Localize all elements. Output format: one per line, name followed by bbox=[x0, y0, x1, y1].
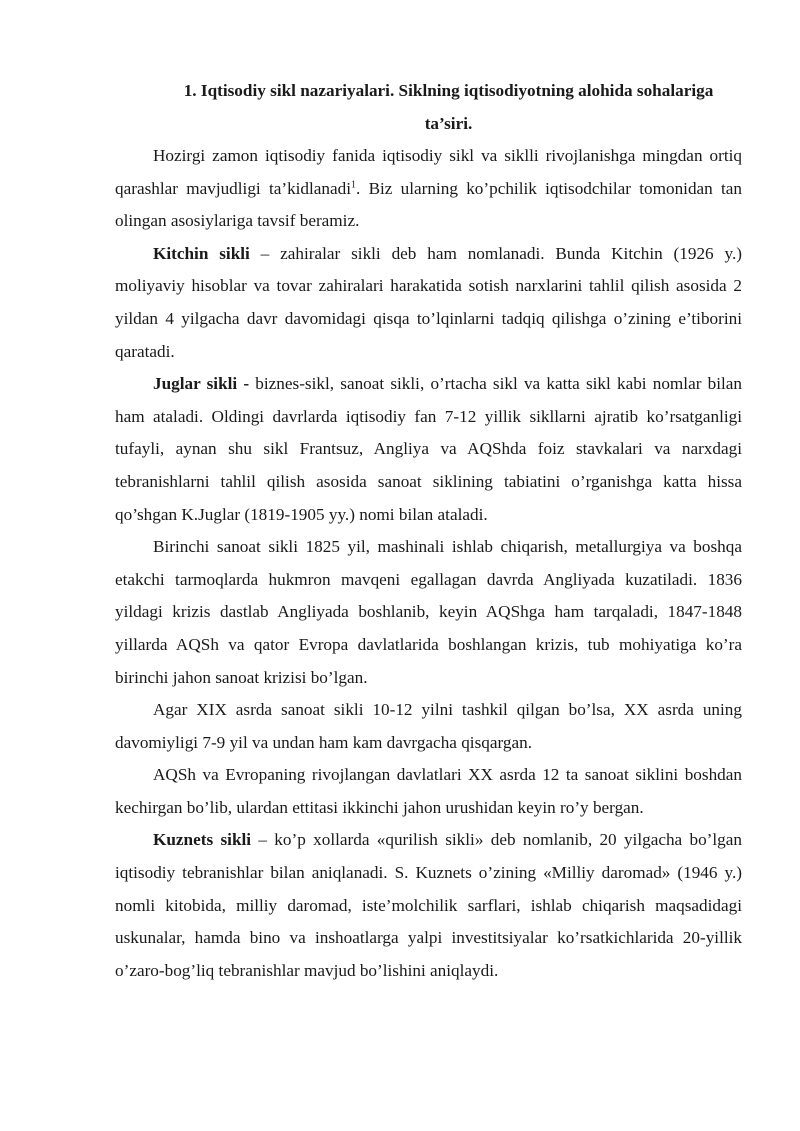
duration-text: Agar XIX asrda sanoat sikli 10-12 yilni tashkil qilgan bo’lsa, XX asrda uning davomiyligi 7-9 yil va undan ham kam davrgacha qisqargan. bbox=[115, 700, 742, 752]
document-page bbox=[115, 74, 742, 987]
kitchin-text: – zahiralar sikli deb ham nomlanadi. Bunda Kitchin (1926 y.) moliyaviy hisoblar va tovar zahiralari harakatida sotish narxlarini tahlil qilish asosida 2 yildan 4 yilgacha davr davomidagi qisqa to’lqinlarni tadqiq qilishga o’zining e’tiborini qaratadi. bbox=[115, 243, 742, 361]
footnote-reference[interactable]: 1 bbox=[351, 178, 357, 190]
term-kitchin: Kitchin sikli bbox=[153, 243, 250, 263]
paragraph-us-europe bbox=[115, 759, 742, 824]
paragraph-first-cycle bbox=[115, 531, 742, 694]
paragraph-juglar bbox=[115, 368, 742, 531]
paragraph-intro bbox=[115, 140, 742, 238]
intro-text: Hozirgi zamon iqtisodiy fanida iqtisodiy sikl va siklli rivojlanishga mingdan ortiq qarashlar mavjudligi ta’kidlanadi bbox=[115, 146, 742, 198]
us-europe-text: AQSh va Evropaning rivojlangan davlatlari XX asrda 12 ta sanoat siklini boshdan kechirgan bo’lib, ulardan ettitasi ikkinchi jahon urushidan keyin ro’y bergan. bbox=[115, 765, 742, 817]
intro-text-continued: . Biz ularning ko’pchilik iqtisodchilar tomonidan tan olingan asosiylariga tavsif beramiz. bbox=[115, 178, 742, 231]
section-heading bbox=[115, 74, 742, 140]
term-juglar: Juglar sikli - bbox=[153, 374, 250, 394]
paragraph-duration bbox=[115, 694, 742, 759]
term-kuznets: Kuznets sikli bbox=[153, 830, 252, 850]
juglar-text: biznes-sikl, sanoat sikli, o’rtacha sikl va katta sikl kabi nomlar bilan ham ataladi. Oldingi davrlarda iqtisodiy fan 7-12 yillik sikllarni ajratib ko’rsatganligi tufayli, aynan shu sikl Frantsuz, Angliya va AQShda foiz stavkalari va narxdagi tebranishlarni tahlil qilish asosida sanoat siklining tabiatini o’rganishga katta hissa qo’shgan K.Juglar (1819-1905 yy.) nomi bilan ataladi. bbox=[115, 374, 742, 524]
paragraph-kitchin bbox=[115, 238, 742, 368]
heading-line-1: 1. Iqtisodiy sikl nazariyalari. Siklning iqtisodiyotning alohida sohalariga bbox=[183, 81, 714, 100]
first-cycle-text: Birinchi sanoat sikli 1825 yil, mashinali ishlab chiqarish, metallurgiya va boshqa etakchi tarmoqlarda hukmron mavqeni egallagan davrda Angliyada kuzatiladi. 1836 yildagi krizis dastlab Angliyada boshlanib, keyin AQShga ham tarqaladi, 1847-1848 yillarda AQSh va qator Evropa davlatlarida boshlangan krizis, tub mohiyatiga ko’ra birinchi jahon sanoat krizisi bo’lgan. bbox=[115, 537, 742, 687]
heading-line-2: ta’siri. bbox=[424, 114, 473, 133]
paragraph-kuznets bbox=[115, 824, 742, 987]
kuznets-text: – ko’p xollarda «qurilish sikli» deb nomlanib, 20 yilgacha bo’lgan iqtisodiy tebranishlar bilan aniqlanadi. S. Kuznets o’zining «Milliy daromad» (1946 y.) nomli kitobida, milliy daromad, iste’molchilik sarflari, ishlab chiqarish maqsadidagi uskunalar, hamda bino va inshoatlarga yalpi investitsiyalar ko’rsatkichlarida 20-yillik o’zaro-bog’liq tebranishlar mavjud bo’lishini aniqlaydi. bbox=[115, 830, 742, 980]
